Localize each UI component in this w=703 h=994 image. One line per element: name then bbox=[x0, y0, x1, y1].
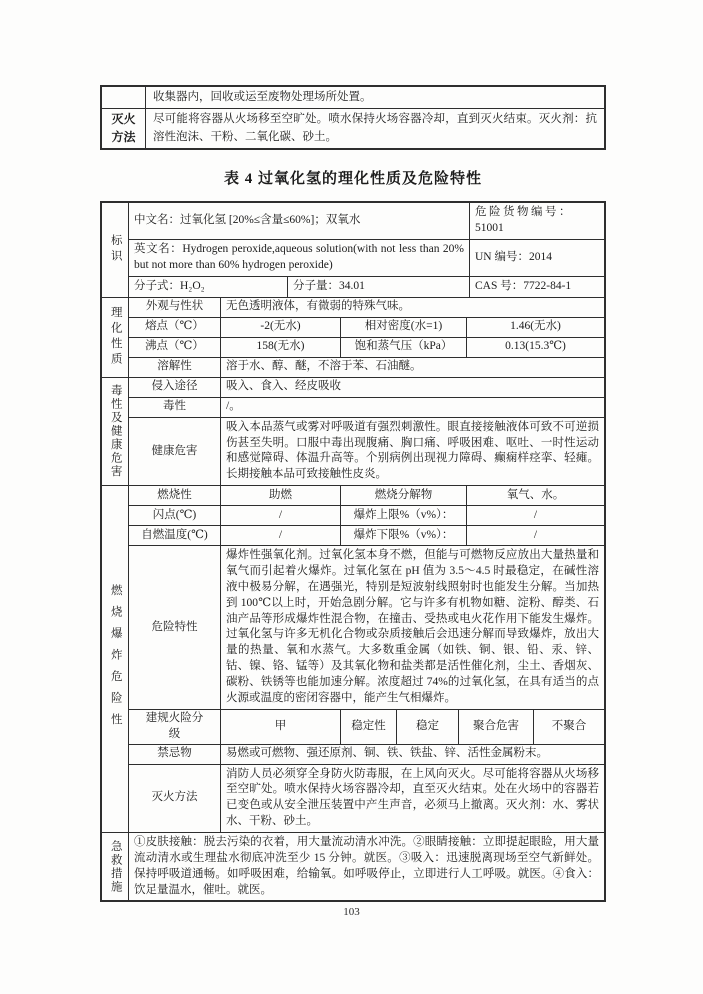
toxicity-value: /。 bbox=[220, 398, 604, 417]
incompatibilities-value: 易燃或可燃物、强还原剂、铜、铁、铁盐、锌、活性金属粉末。 bbox=[220, 745, 604, 764]
fire-risk-class-label: 建规火险分级 bbox=[145, 711, 204, 740]
appearance-value: 无色透明液体，有微弱的特殊气味。 bbox=[220, 298, 604, 317]
exposure-route-label: 侵入途径 bbox=[151, 380, 198, 393]
hazard-characteristics-text: 爆炸性强氧化剂。过氧化氢本身不燃，但能与可燃物反应放出大量热量和氧气而引起着火爆炸。过氧化氢在 pH 值为 3.5～4.5 时最稳定，在碱性溶液中极易分解，在遇强光，特别是短波射线照射时也能发生分解。当加热到 100℃以上时，开始急剧分解。它与许多有机物如糖、淀粉、醇类、石油产品等形成爆炸性混合物，在撞击、受热或电火花作用下能发生爆炸。过氧化氢与许多无机化合物或杂质接触后会迅速分解而导致爆炸，放出大量的热量、氧和水蒸气。大多数重金属（如铁、铜、银、铅、汞、锌、钴、镍、铬、锰等）及其氧化物和盐类都是活性催化剂，尘土、香烟灰、碳粉、铁锈等也能加速分解。浓度超过 74%的过氧化氢，在具有适当的点火源或温度的密闭容器中，能产生气相爆炸。 bbox=[220, 546, 604, 709]
page-content bbox=[100, 85, 606, 902]
toxicity-label: 毒性 bbox=[163, 400, 186, 413]
first-aid-text: ①皮肤接触：脱去污染的衣着，用大量流动清水冲洗。②眼睛接触：立即提起眼睑，用大量流动清水或生理盐水彻底冲洗至少 15 分钟。就医。③吸入：迅速脱离现场至空气新鲜处。保持呼吸道通畅。如呼吸困难，给输氧。如呼吸停止，立即进行人工呼吸。就医。④食入：饮足量温水，催吐。就医。 bbox=[134, 835, 599, 896]
un-number-cell: UN 编号：2014 bbox=[469, 240, 604, 276]
table-row bbox=[129, 397, 604, 417]
section-label-fire-explosion: 燃烧爆炸危险性 bbox=[102, 486, 129, 832]
section-label-toxicity: 毒性及健康危害 bbox=[102, 378, 129, 485]
table-row bbox=[102, 108, 604, 148]
combustion-products-value: 氧气、水。 bbox=[466, 486, 604, 505]
melting-point-label: 熔点（℃） bbox=[145, 320, 204, 333]
fire-fighting-text: 尽可能将容器从火场移至空旷处。喷水保持火场容器冷却，直到灭火结束。灭火剂：抗溶性泡沫、干粉、二氧化碳、砂土。 bbox=[153, 113, 597, 143]
polymerization-hazard-value: 不聚合 bbox=[533, 710, 604, 744]
hazard-characteristics-label: 危险特性 bbox=[151, 620, 198, 633]
autoignition-value: / bbox=[220, 526, 340, 545]
incompatibilities-label: 禁忌物 bbox=[157, 747, 192, 760]
section-physical-properties bbox=[102, 297, 604, 377]
disposal-text: 收集器内，回收或运至废物处理场所处置。 bbox=[153, 91, 372, 103]
section-first-aid bbox=[102, 832, 604, 900]
health-hazard-text: 吸入本品蒸气或雾对呼吸道有强烈刺激性。眼直接接触液体可致不可逆损伤甚至失明。口服中毒出现腹痛、胸口痛、呼吸困难、呕吐、一时性运动和感觉障碍、体温升高等。个别病例出现视力障碍、癫痫样痉挛、轻瘫。长期接触本品可致接触性皮炎。 bbox=[220, 418, 604, 485]
section-label-first-aid: 急救措施 bbox=[102, 833, 129, 900]
table-row bbox=[129, 525, 604, 545]
autoignition-label: 自燃温度(℃) bbox=[141, 528, 208, 541]
formula-cell: 分子式：H₂O₂ bbox=[134, 279, 205, 292]
page-number: 103 bbox=[343, 906, 360, 918]
dangerous-goods-number-cell bbox=[469, 203, 604, 239]
melting-point-value: -2(无水) bbox=[220, 318, 340, 337]
vapor-pressure-value: 0.13(15.3℃) bbox=[466, 338, 604, 357]
msds-table bbox=[100, 201, 606, 902]
table-row bbox=[129, 709, 604, 744]
flammability-label: 燃烧性 bbox=[157, 488, 192, 501]
molecular-weight-cell: 分子量：34.01 bbox=[287, 277, 469, 297]
solubility-value: 溶于水、醇、醚，不溶于苯、石油醚。 bbox=[220, 358, 604, 377]
flammability-value: 助燃 bbox=[220, 486, 340, 505]
dangerous-goods-number-label: 危险货物编号： bbox=[475, 206, 573, 219]
table-row bbox=[129, 239, 604, 276]
table-row bbox=[129, 203, 604, 239]
section-label-physical: 理化性质 bbox=[102, 298, 129, 377]
table-row bbox=[129, 276, 604, 297]
dangerous-goods-number-value: 51001 bbox=[475, 221, 504, 234]
chinese-name-cell: 中文名：过氧化氢 [20%≤含量≤60%]；双氧水 bbox=[134, 214, 361, 227]
extinguishing-method-label: 灭火方法 bbox=[151, 791, 198, 804]
exposure-route-value: 吸入、食入、经皮吸收 bbox=[220, 378, 604, 397]
fire-risk-class-value: 甲 bbox=[220, 710, 340, 744]
boiling-point-value: 158(无水) bbox=[220, 338, 340, 357]
table-row bbox=[129, 545, 604, 709]
table-row bbox=[129, 357, 604, 377]
explosion-upper-limit-label: 爆炸上限%（v%）： bbox=[340, 506, 466, 525]
fire-fighting-label: 灭火方法 bbox=[102, 109, 146, 148]
boiling-point-label: 沸点（℃） bbox=[145, 340, 204, 353]
combustion-products-label: 燃烧分解物 bbox=[340, 486, 466, 505]
section-toxicity bbox=[102, 377, 604, 485]
relative-density-value: 1.46(无水) bbox=[466, 318, 604, 337]
table-row bbox=[129, 378, 604, 397]
table-row bbox=[129, 417, 604, 485]
cas-number-cell: CAS 号：7722-84-1 bbox=[469, 277, 604, 297]
section-fire-explosion bbox=[102, 485, 604, 832]
flash-point-label: 闪点(℃) bbox=[152, 508, 197, 521]
table-row bbox=[129, 833, 604, 900]
table-row bbox=[129, 764, 604, 832]
table-row bbox=[129, 744, 604, 764]
section-label-identification: 标识 bbox=[102, 203, 129, 297]
english-name-cell: 英文名：Hydrogen peroxide,aqueous solution(with not less than 20% but not more than 60% hydrogen peroxide) bbox=[134, 243, 464, 271]
section-identification bbox=[102, 203, 604, 297]
appearance-label: 外观与性状 bbox=[145, 300, 204, 313]
table-row bbox=[129, 337, 604, 357]
table-title: 表 4 过氧化氢的理化性质及危险特性 bbox=[223, 171, 482, 188]
polymerization-hazard-label: 聚合危害 bbox=[458, 710, 533, 744]
explosion-lower-limit-label: 爆炸下限%（v%）： bbox=[340, 526, 466, 545]
table-row bbox=[129, 317, 604, 337]
solubility-label: 溶解性 bbox=[157, 360, 192, 373]
table-row bbox=[102, 87, 604, 108]
table-row bbox=[129, 486, 604, 505]
health-hazard-label: 健康危害 bbox=[151, 444, 198, 457]
explosion-upper-limit-value: / bbox=[466, 506, 604, 525]
vapor-pressure-label: 饱和蒸气压（kPa） bbox=[340, 338, 466, 357]
table-row bbox=[129, 298, 604, 317]
extinguishing-method-text: 消防人员必须穿全身防火防毒服，在上风向灭火。尽可能将容器从火场移至空旷处。喷水保持火场容器冷却，直至灭火结束。处在火场中的容器若已变色或从安全泄压装置中产生声音，必须马上撤离。灭火剂：水、雾状水、干粉、砂土。 bbox=[220, 765, 604, 832]
empty-label-cell bbox=[102, 87, 146, 108]
flash-point-value: / bbox=[220, 506, 340, 525]
explosion-lower-limit-value: / bbox=[466, 526, 604, 545]
previous-table-continuation bbox=[100, 85, 606, 150]
stability-label: 稳定性 bbox=[340, 710, 396, 744]
table-row bbox=[129, 505, 604, 525]
stability-value: 稳定 bbox=[396, 710, 458, 744]
relative-density-label: 相对密度(水=1) bbox=[340, 318, 466, 337]
